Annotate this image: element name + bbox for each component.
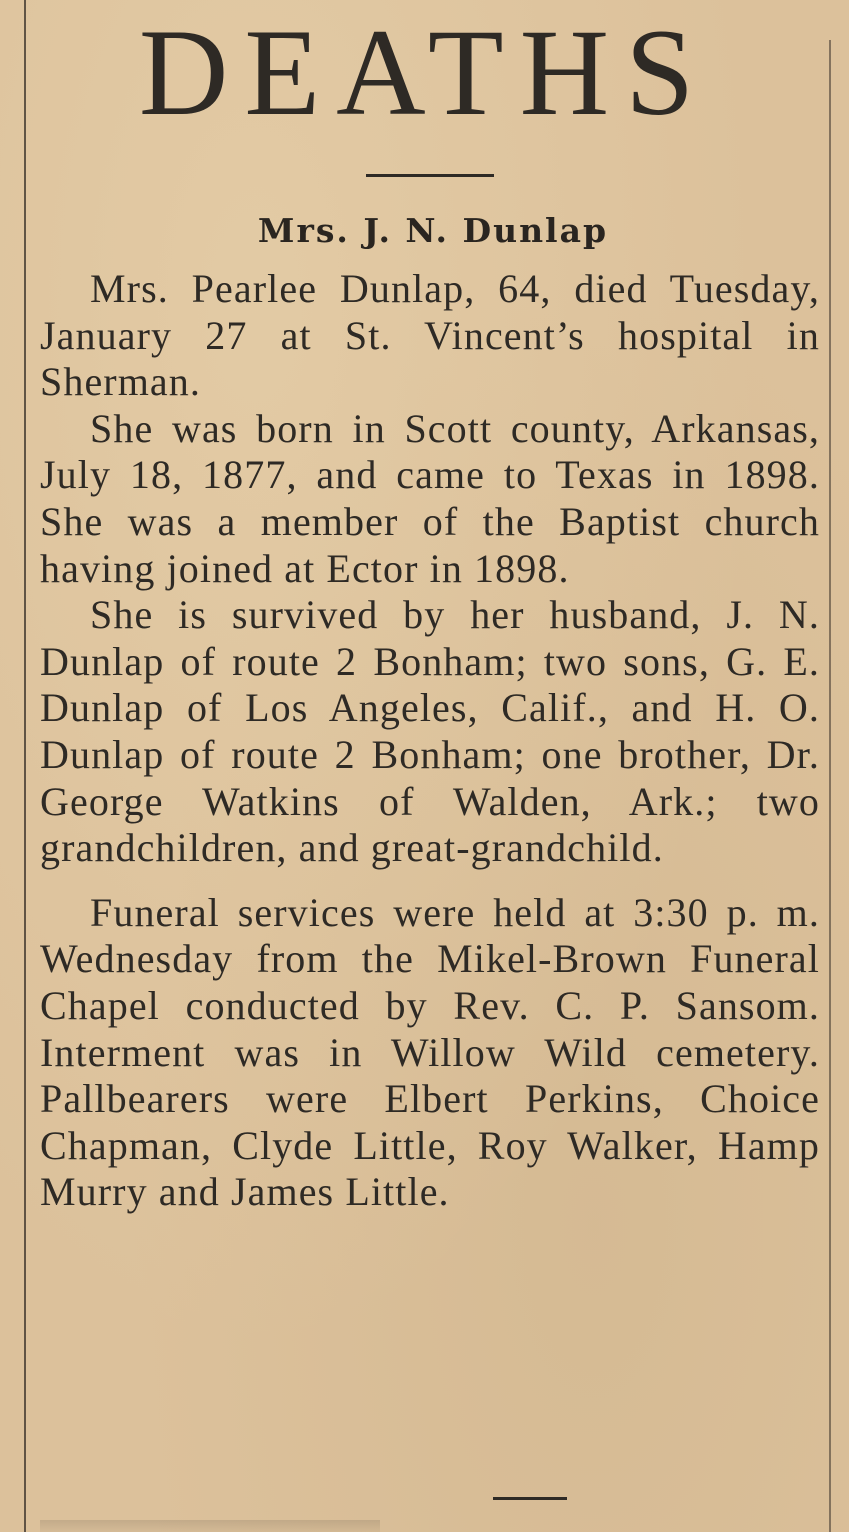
obituary-name: Mrs. J. N. Dunlap xyxy=(257,211,609,250)
headline-divider xyxy=(366,174,494,177)
obituary-body xyxy=(40,266,820,1216)
obituary-paragraph: She is survived by her husband, J. N. Dunlap of route 2 Bonham; two sons, G. E. Dunlap of Los Angeles, Calif., and H. O. Dunlap of route 2 Bonham; one brother, Dr. George Watkins of Walden, Ark.; two grandchildren, and great-grandchild. xyxy=(40,592,820,871)
obituary-paragraph: She was born in Scott county, Arkansas, July 18, 1877, and came to Texas in 1898. She was a member of the Baptist church having joined at Ector in 1898. xyxy=(40,405,820,591)
obituary-paragraph: Funeral services were held at 3:30 p. m. Wednesday from the Mikel-Brown Funeral Chapel conducted by Rev. C. P. Sansom. Interment was in Willow Wild cemetery. Pallbearers were Elbert Perkins, Choice Chapman, Clyde Little, Roy Walker, Hamp Murry and James Little. xyxy=(40,889,820,1215)
section-headline: DEATHS xyxy=(138,4,711,141)
obituary-paragraph: Mrs. Pearlee Dunlap, 64, died Tuesday, January 27 at St. Vincent’s hospital in Sherman. xyxy=(40,266,820,405)
next-item-edge xyxy=(40,1520,380,1532)
column-rule-right xyxy=(829,40,831,1532)
end-divider xyxy=(493,1497,567,1500)
